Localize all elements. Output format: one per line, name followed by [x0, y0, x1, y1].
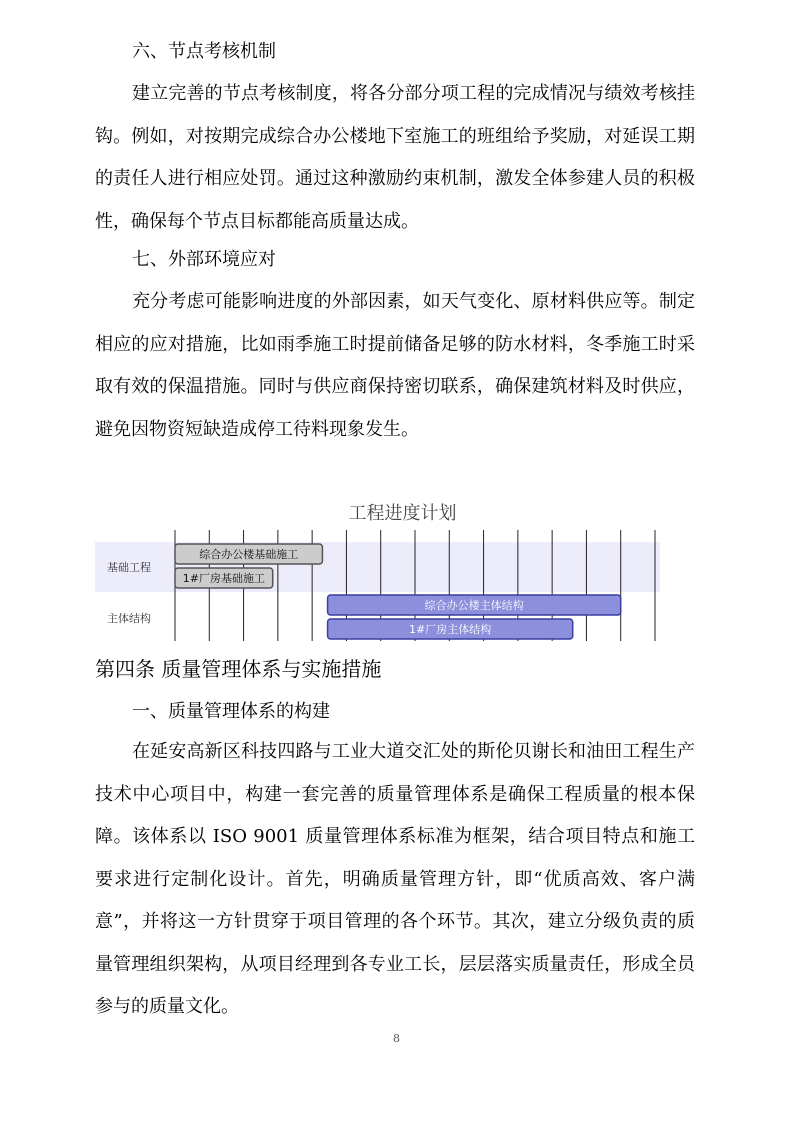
section-6-body: 建立完善的节点考核制度，将各分部分项工程的完成情况与绩效考核挂钩。例如，对按期完成综合办公楼地下室施工的班组给予奖励，对延误工期的责任人进行相应处罚。通过这种激励约束机制，激发全体参建人员的积极性，确保每个节点目标都能高质量达成。 [95, 83, 695, 232]
gantt-chart [95, 495, 660, 645]
section-6-heading: 六、节点考核机制 [132, 41, 276, 62]
article-4-heading: 第四条 质量管理体系与实施措施 [95, 657, 382, 681]
section-7-heading: 七、外部环境应对 [132, 249, 276, 270]
gantt-bar-label: 综合办公楼主体结构 [424, 599, 524, 612]
gantt-bar-label: 1#厂房基础施工 [182, 572, 265, 585]
page-number: 8 [393, 1032, 400, 1045]
gantt-svg [95, 495, 660, 645]
section-1-body: 在延安高新区科技四路与工业大道交汇处的斯伦贝谢长和油田工程生产技术中心项目中，构建一套完善的质量管理体系是确保工程质量的根本保障。该体系以 ISO 9001 质量管理体系标准为框架，结合项目特点和施工要求进行定制化设计。首先，明确质量管理方针，即“优质高效、客户满意”，并将这一方针贯穿于项目管理的各个环节。其次，建立分级负责的质量管理组织架构，从项目经理到各专业工长，层层落实质量责任，形成全员参与的质量文化。 [95, 741, 695, 1017]
gantt-bar-label: 综合办公楼基础施工 [199, 548, 299, 561]
group-label: 主体结构 [107, 612, 151, 625]
gantt-bar-label: 1#厂房主体结构 [409, 623, 492, 636]
section-1-heading: 一、质量管理体系的构建 [132, 701, 330, 722]
group-label: 基础工程 [107, 561, 151, 574]
section-7-body: 充分考虑可能影响进度的外部因素，如天气变化、原材料供应等。制定相应的应对措施，比如雨季施工时提前储备足够的防水材料，冬季施工时采取有效的保温措施。同时与供应商保持密切联系，确保建筑材料及时供应，避免因物资短缺造成停工待料现象发生。 [95, 291, 695, 440]
chart-title: 工程进度计划 [348, 503, 457, 524]
